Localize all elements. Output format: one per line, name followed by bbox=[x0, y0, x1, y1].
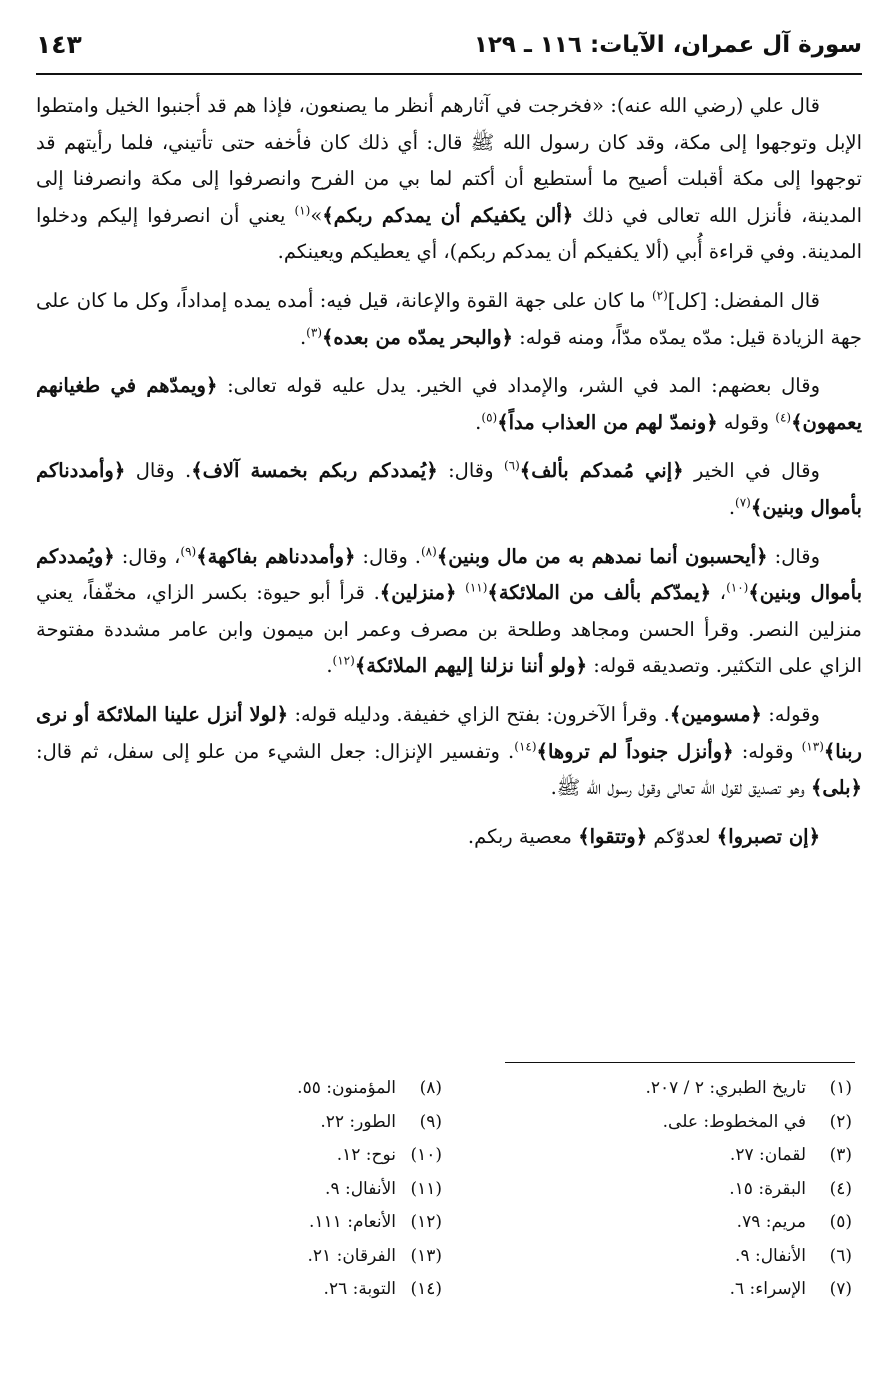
quran-quote: ﴿إن تصبروا﴾ bbox=[716, 824, 820, 848]
footnote-item bbox=[522, 1173, 852, 1207]
text-run: . وتفسير الإنزال: جعل الشيء من علو إلى سفل، ثم قال: bbox=[36, 739, 515, 763]
footnote-item bbox=[112, 1240, 442, 1274]
quran-quote: ﴿ويُمددكم بأموال وبنين﴾ bbox=[36, 544, 862, 605]
quran-quote: ﴿لولا أنزل علينا الملائكة أو نرى ربنا﴾ bbox=[36, 702, 862, 763]
footnote-item bbox=[522, 1072, 852, 1106]
quran-quote: ﴿إني مُمدكم بألف﴾ bbox=[519, 459, 684, 483]
text-run: يعني أن انصرفوا إليكم ودخلوا المدينة. وفي قراءة أُبي (ألا يكفيكم أن يمدكم ربكم)، أي يعطيكم ويعينكم. bbox=[36, 203, 862, 264]
text-run: قال المفضل: [كل] bbox=[667, 288, 820, 312]
footnote-text: الأنعام: ١١١. bbox=[309, 1212, 396, 1232]
text-run: وقال في الخير bbox=[683, 459, 820, 483]
footnote-ref: (١) bbox=[294, 203, 311, 218]
footnote-text: الطور: ٢٢. bbox=[320, 1111, 396, 1132]
text-run: وقال: bbox=[437, 459, 504, 483]
quran-quote: ﴿ألن يكفيكم أن يمدكم ربكم﴾ bbox=[322, 203, 574, 227]
page-number: ١٤٣ bbox=[36, 30, 82, 59]
text-run: . وقال bbox=[125, 459, 192, 483]
footnote-item bbox=[112, 1072, 442, 1106]
text-run bbox=[456, 581, 465, 604]
footnote-number: (٣) bbox=[829, 1145, 852, 1165]
quran-quote: ﴿منزلين﴾ bbox=[379, 581, 457, 605]
quran-quote: ﴿مسومين﴾ bbox=[669, 702, 762, 726]
quran-quote: ﴿بلى﴾ bbox=[811, 776, 862, 800]
text-run: وقال بعضهم: المد في الشر، والإمداد في الخير. يدل عليه قوله تعالى: bbox=[217, 374, 820, 398]
text-run: . bbox=[299, 325, 307, 349]
footnote-item bbox=[522, 1139, 852, 1173]
quran-quote: ﴿يمدّكم بألف من الملائكة﴾ bbox=[487, 581, 712, 605]
quran-quote: ﴿ولو أننا نزلنا إليهم الملائكة﴾ bbox=[354, 654, 588, 678]
quran-quote: ﴿وأمددناكم بأموال وبنين﴾ bbox=[36, 459, 862, 519]
quran-quote: ﴿وتتقوا﴾ bbox=[578, 824, 648, 848]
text-run: . وقرأ الآخرون: بفتح الزاي خفيفة. ودليله قوله: bbox=[288, 702, 670, 726]
footnote-number: (٥) bbox=[829, 1212, 852, 1232]
text-run: ، bbox=[711, 581, 727, 605]
text-run: وقال: bbox=[767, 544, 820, 568]
footnote-item bbox=[112, 1139, 442, 1173]
paragraph bbox=[36, 697, 862, 807]
footnote-ref: (٥) bbox=[481, 410, 498, 425]
footnote-item bbox=[522, 1273, 852, 1307]
text-run: لعدوّكم bbox=[647, 824, 717, 848]
paragraph bbox=[36, 283, 862, 356]
text-run: . bbox=[728, 495, 736, 519]
paragraph bbox=[36, 368, 862, 441]
footnote-number: (٦) bbox=[829, 1245, 852, 1266]
text-run: ، وقال: bbox=[114, 544, 181, 568]
footnote-text: البقرة: ١٥. bbox=[729, 1178, 806, 1199]
footnote-text: لقمان: ٢٧. bbox=[729, 1145, 806, 1165]
footnote-text: الأنفال: ٩. bbox=[735, 1245, 806, 1266]
paragraph bbox=[36, 539, 862, 685]
footnote-number: (١٠) bbox=[410, 1145, 442, 1165]
footnote-text: مريم: ٧٩. bbox=[736, 1212, 806, 1232]
footnote-ref: (٢) bbox=[651, 288, 668, 303]
footnote-ref: (٦) bbox=[503, 458, 520, 473]
footnote-ref: (٨) bbox=[420, 544, 437, 559]
text-run: . قرأ أبو حيوة: بكسر الزاي، مخفّفاً، يعني منزلين النصر. وقرأ الحسن ومجاهد وطلحة بن مصرف وعمر ابن ميمون وابن عامر مشددة مفتوحة الزاي على التكثير. وتصديقه قوله: bbox=[36, 581, 862, 678]
footnote-text: المؤمنون: ٥٥. bbox=[297, 1078, 396, 1098]
footnote-ref: (٣) bbox=[306, 325, 322, 340]
text-run: . وقال: bbox=[355, 544, 421, 568]
paragraph bbox=[36, 453, 862, 526]
text-run: وهو تصديق لقول الله تعالى وقول رسول الله ﷺ. bbox=[550, 776, 811, 800]
footnote-ref: (٩) bbox=[180, 544, 197, 559]
footnote-ref: (١٠) bbox=[726, 580, 749, 595]
text-run: قال علي (رضي الله عنه): «فخرجت في آثارهم أنظر ما يصنعون، فإذا هم قد أجنبوا الخيل وامتطوا الإبل وتوجهوا إلى مكة، وقد كان رسول الله ﷺ قال: أي ذلك كان فأخفه حتى تأتيني، فلما رأيتهم قد توجهوا إلى مكة أقبلت أصيح ما أستطيع أن أكتم لما بي من الفرح وانصرفوا إلى مكة وانصرفنا إلى المدينة، فأنزل الله تعالى في ذلك bbox=[36, 94, 863, 227]
text-run: » bbox=[310, 203, 323, 227]
quran-quote: ﴿ويمدّهم في طغيانهم يعمهون﴾ bbox=[36, 374, 862, 434]
text-run: ما كان على جهة القوة والإعانة، قيل فيه: أمده يمده إمداداً، وكل ما كان على جهة الزيادة قيل: مدّه يمدّه مدّاً، ومنه قوله: bbox=[36, 288, 862, 349]
footnote-text: التوبة: ٢٦. bbox=[323, 1279, 396, 1299]
footnote-item bbox=[112, 1173, 442, 1207]
running-title: سورة آل عمران، الآيات: ١١٦ ـ ١٢٩ bbox=[473, 32, 862, 58]
footnote-ref: (٧) bbox=[735, 495, 751, 510]
quran-quote: ﴿يُمددكم ربكم بخمسة آلاف﴾ bbox=[191, 459, 438, 483]
footnote-divider bbox=[505, 1062, 855, 1063]
footnote-item bbox=[112, 1206, 442, 1240]
footnote-number: (١١) bbox=[410, 1178, 442, 1199]
footnotes-column-left bbox=[112, 1072, 442, 1307]
footnote-text: الأنفال: ٩. bbox=[325, 1178, 396, 1199]
quran-quote: ﴿والبحر يمدّه من بعده﴾ bbox=[322, 325, 513, 349]
footnote-ref: (١٤) bbox=[514, 739, 537, 753]
footnote-text: تاريخ الطبري: ٢ / ٢٠٧. bbox=[645, 1078, 806, 1098]
text-run: وقوله: bbox=[761, 702, 820, 726]
footnote-number: (٧) bbox=[829, 1279, 852, 1299]
footnote-text: في المخطوط: على. bbox=[662, 1111, 806, 1132]
footnote-item bbox=[522, 1240, 852, 1274]
footnote-item bbox=[522, 1206, 852, 1240]
footnote-number: (١٢) bbox=[410, 1212, 442, 1232]
footnote-number: (١) bbox=[829, 1078, 852, 1098]
footnote-ref: (١٢) bbox=[332, 653, 355, 668]
footnote-number: (١٣) bbox=[410, 1245, 442, 1266]
footnote-ref: (٤) bbox=[775, 410, 792, 425]
footnote-number: (٨) bbox=[419, 1078, 442, 1098]
footnote-number: (٩) bbox=[419, 1111, 442, 1132]
paragraph bbox=[36, 819, 862, 856]
footnote-number: (٢) bbox=[829, 1111, 852, 1132]
paragraph bbox=[36, 88, 862, 271]
quran-quote: ﴿ونمدّ لهم من العذاب مداً﴾ bbox=[497, 410, 718, 434]
footnotes-column-right bbox=[522, 1072, 852, 1307]
footnote-item bbox=[112, 1273, 442, 1307]
footnote-item bbox=[522, 1106, 852, 1140]
text-run: معصية ربكم. bbox=[467, 824, 579, 848]
footnote-text: الإسراء: ٦. bbox=[729, 1279, 806, 1299]
quran-quote: ﴿وأنزل جنوداً لم تروها﴾ bbox=[536, 739, 734, 763]
text-run: . bbox=[326, 654, 333, 678]
header-divider bbox=[36, 73, 862, 75]
text-run: . bbox=[475, 410, 482, 434]
quran-quote: ﴿أيحسبون أنما نمدهم به من مال وبنين﴾ bbox=[436, 544, 768, 568]
page-header bbox=[36, 28, 862, 72]
text-run: وقوله: bbox=[733, 739, 802, 763]
footnote-number: (٤) bbox=[829, 1178, 852, 1199]
footnote-item bbox=[112, 1106, 442, 1140]
footnote-ref: (١٣) bbox=[801, 739, 824, 753]
footnote-ref: (١١) bbox=[465, 580, 488, 595]
footnote-text: نوح: ١٢. bbox=[336, 1145, 396, 1165]
quran-quote: ﴿وأمددناهم بفاكهة﴾ bbox=[196, 544, 356, 568]
footnote-number: (١٤) bbox=[410, 1279, 442, 1299]
main-text bbox=[36, 88, 862, 855]
footnote-text: الفرقان: ٢١. bbox=[307, 1245, 396, 1266]
text-run: وقوله bbox=[717, 410, 776, 434]
